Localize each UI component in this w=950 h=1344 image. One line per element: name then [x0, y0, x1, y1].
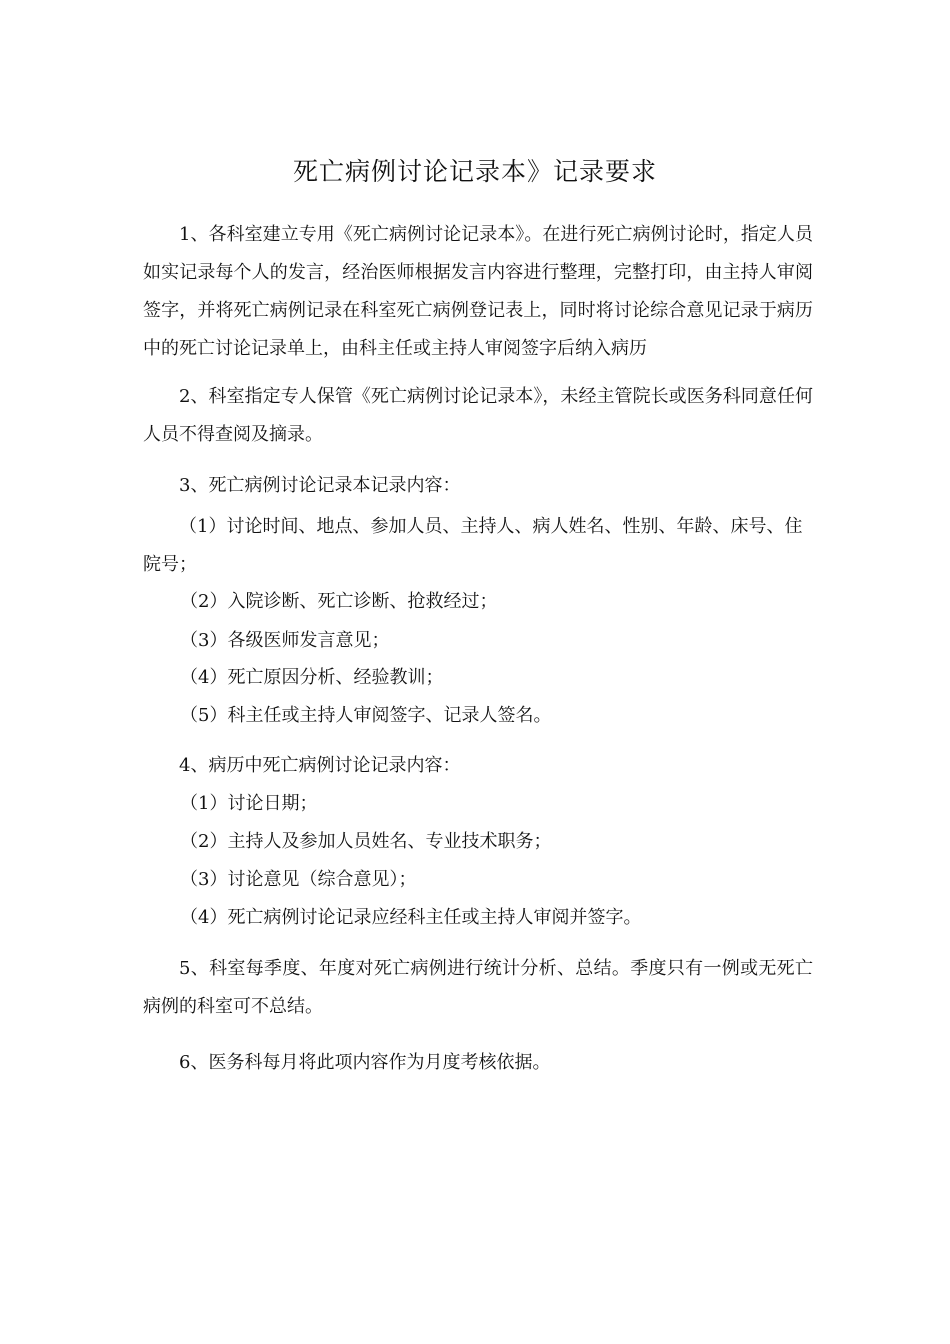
section-4-item-1: （1）讨论日期；	[180, 793, 318, 814]
section-4-item-2: （2）主持人及参加人员姓名、专业技术职务；	[180, 831, 552, 852]
section-3-item-4: （4）死亡原因分析、经验教训；	[180, 667, 444, 688]
section-3-item-1: （1）讨论时间、地点、参加人员、主持人、病人姓名、性别、年龄、床号、住院号；	[143, 516, 803, 575]
document-title: 死亡病例讨论记录本》记录要求	[292, 157, 657, 186]
section-3-item-5: （5）科主任或主持人审阅签字、记录人签名。	[180, 705, 552, 726]
section-3-heading: 3、死亡病例讨论记录本记录内容：	[179, 475, 461, 496]
section-1-paragraph: 1、各科室建立专用《死亡病例讨论记录本》。在进行死亡病例讨论时，指定人员如实记录每个人的发言，经治医师根据发言内容进行整理，完整打印，由主持人审阅签字，并将死亡病例记录在科室死亡病例登记表上，同时将讨论综合意见记录于病历中的死亡讨论记录单上，由科主任或主持人审阅签字后纳入病历	[143, 224, 813, 359]
section-4-heading: 4、病历中死亡病例讨论记录内容：	[179, 755, 461, 776]
section-3-item-3: （3）各级医师发言意见；	[180, 630, 390, 651]
section-6-paragraph: 6、医务科每月将此项内容作为月度考核依据。	[179, 1052, 551, 1073]
section-5-paragraph: 5、科室每季度、年度对死亡病例进行统计分析、总结。季度只有一例或无死亡病例的科室可不总结。	[143, 958, 813, 1017]
section-3-item-2: （2）入院诊断、死亡诊断、抢救经过；	[180, 591, 498, 612]
section-4-item-3: （3）讨论意见（综合意见）；	[180, 869, 417, 890]
section-4-item-4: （4）死亡病例讨论记录应经科主任或主持人审阅并签字。	[180, 907, 642, 928]
section-2-paragraph: 2、科室指定专人保管《死亡病例讨论记录本》，未经主管院长或医务科同意任何人员不得查阅及摘录。	[143, 386, 813, 445]
